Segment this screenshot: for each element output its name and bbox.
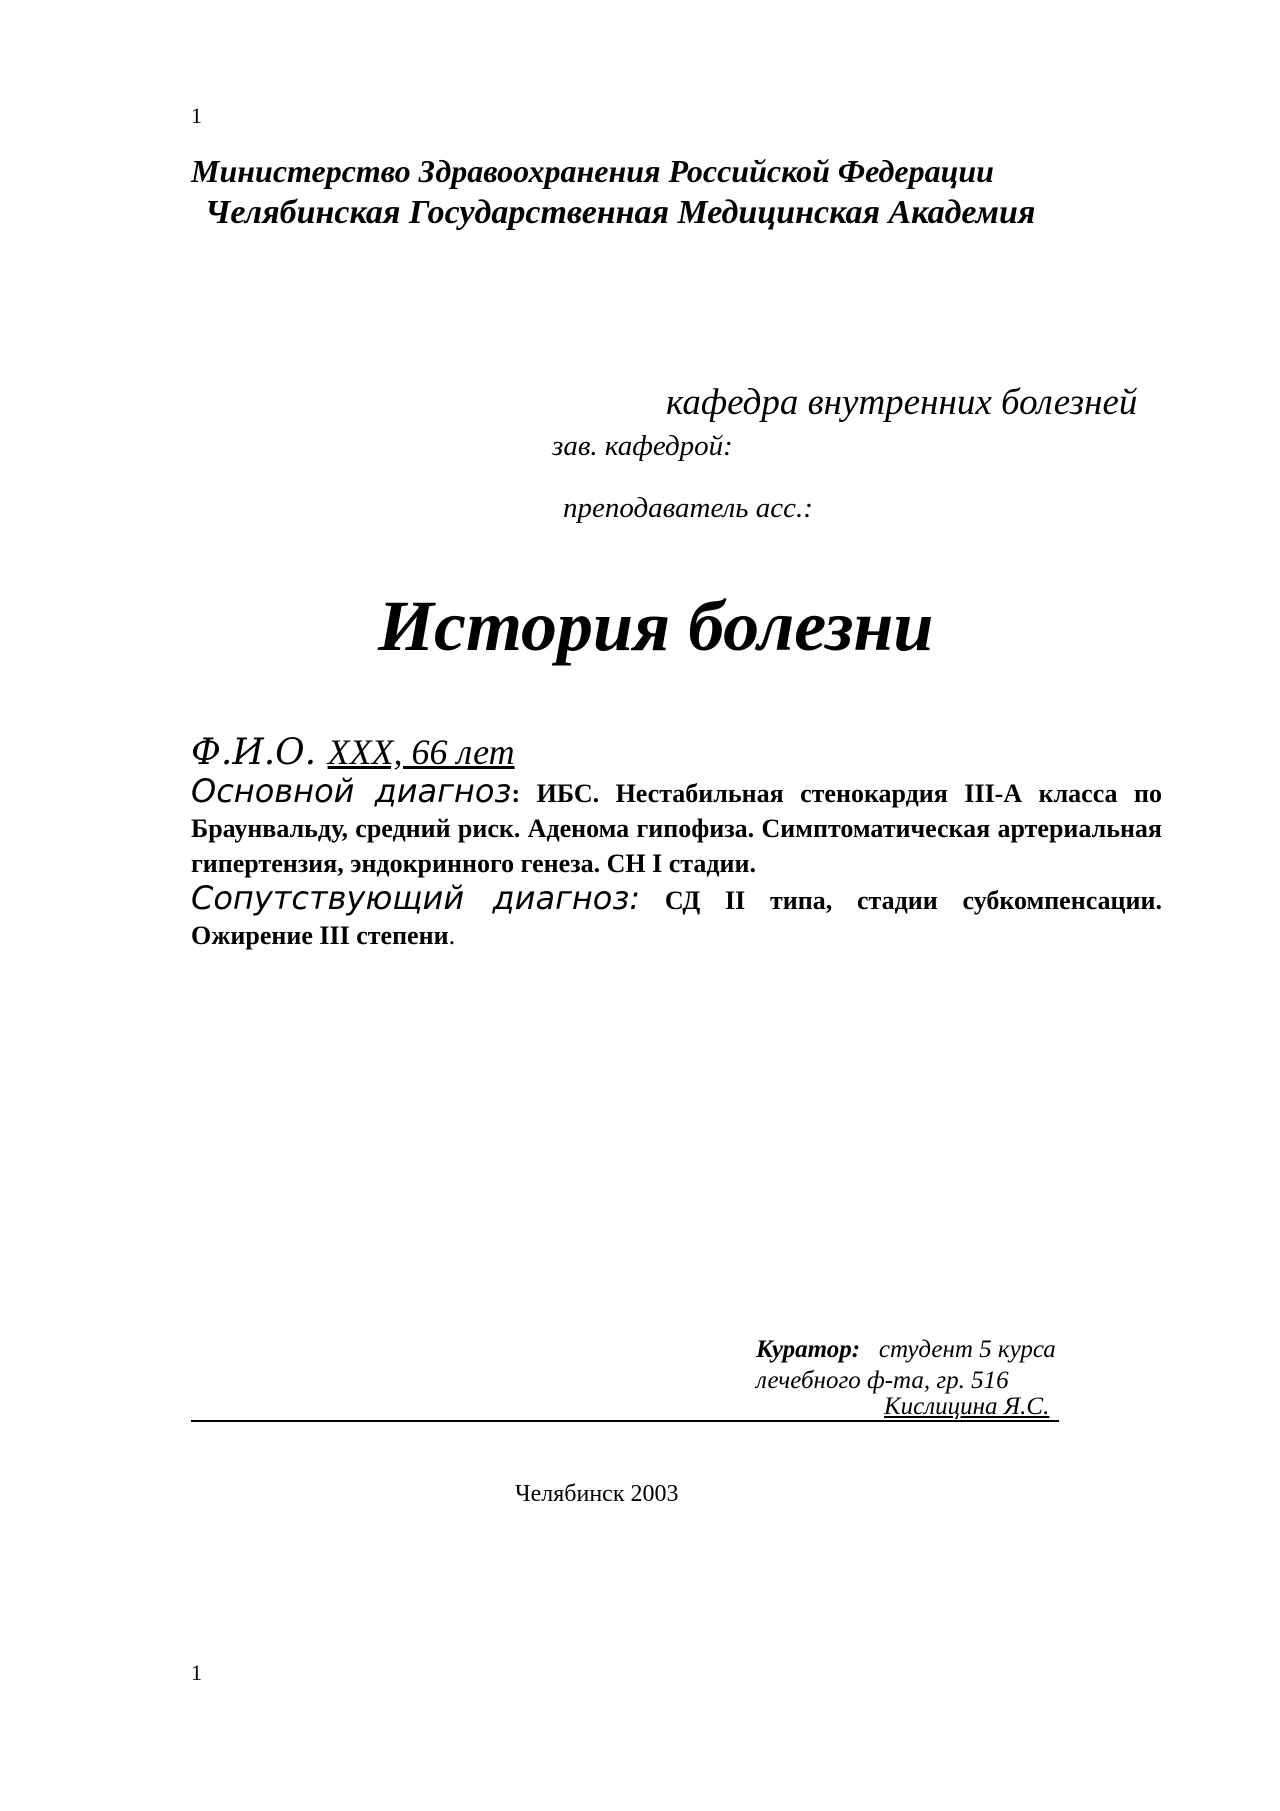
curator-label: Куратор:: [756, 1336, 861, 1363]
ministry-heading: Министерство Здравоохранения Российской Федерации: [191, 153, 994, 189]
teacher-label: преподаватель асс.:: [563, 492, 813, 524]
patient-line: [191, 731, 515, 773]
diagnosis-block: [191, 774, 1162, 953]
concomitant-diagnosis-text: СД II типа, стадии субкомпенсации. Ожирение III степени: [191, 886, 1162, 950]
curator-faculty: лечебного ф-та, гр. 516: [756, 1367, 1009, 1394]
main-diagnosis: [191, 774, 1162, 881]
main-diagnosis-text: ИБС. Нестабильная стенокардия III-А класса по Браунвальду, средний риск. Аденома гипофиза. Симптоматическая артериальная гипертензия, эндокринного генеза. СН I стадии.: [191, 779, 1163, 878]
department-name: кафедра внутренних болезней: [666, 382, 1138, 423]
main-diagnosis-separator: :: [511, 779, 521, 808]
page-number-bottom: 1: [191, 1660, 202, 1685]
curator-block: [756, 1334, 1056, 1396]
curator-line-1: [756, 1334, 1056, 1365]
concomitant-diagnosis: [191, 881, 1162, 953]
page-number-top: 1: [191, 103, 202, 128]
curator-name: Кислицина Я.С.: [884, 1393, 1050, 1420]
city-year: Челябинск 2003: [515, 1481, 679, 1507]
concomitant-diagnosis-label: Сопутствующий диагноз:: [191, 879, 641, 917]
document-title: История болезни: [378, 586, 934, 666]
patient-value: ХХХ, 66 лет: [327, 732, 515, 772]
main-diagnosis-label: Основной диагноз: [191, 772, 512, 810]
head-of-department-label: зав. кафедрой:: [552, 430, 733, 462]
academy-heading: Челябинская Государственная Медицинская Академия: [205, 194, 1036, 231]
signature-rule: [191, 1420, 1059, 1422]
concomitant-diagnosis-end: .: [448, 921, 456, 950]
curator-course: студент 5 курса: [878, 1336, 1056, 1363]
patient-label: Ф.И.О.: [191, 732, 317, 773]
